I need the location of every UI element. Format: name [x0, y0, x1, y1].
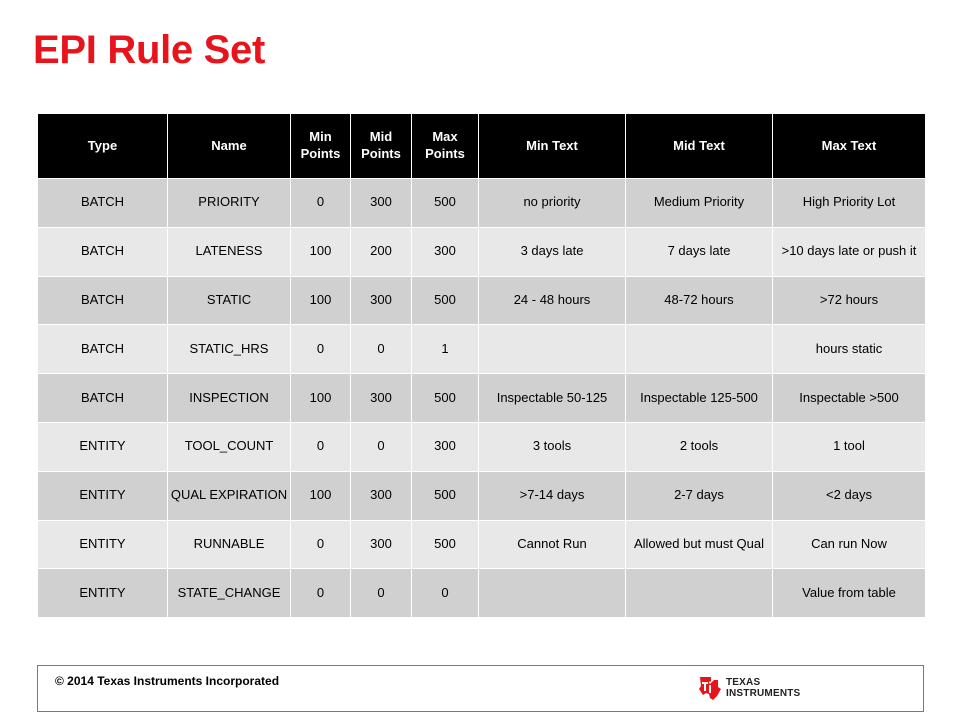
rule-set-table	[37, 113, 926, 618]
table-cell: ENTITY	[38, 569, 168, 618]
table-cell: 0	[291, 179, 351, 228]
table-cell: 100	[291, 276, 351, 325]
table-cell: Cannot Run	[479, 520, 626, 569]
column-header: Min Points	[291, 114, 351, 179]
table-cell: TOOL_COUNT	[168, 422, 291, 471]
slide-footer	[37, 665, 924, 712]
table-cell	[479, 325, 626, 374]
column-header: Mid Points	[351, 114, 412, 179]
table-cell	[626, 325, 773, 374]
table-row	[38, 520, 926, 569]
table-cell: LATENESS	[168, 227, 291, 276]
table-cell: Inspectable >500	[773, 374, 926, 423]
table-cell: BATCH	[38, 276, 168, 325]
table-cell: 300	[351, 471, 412, 520]
table-cell: 3 days late	[479, 227, 626, 276]
table-cell: 1 tool	[773, 422, 926, 471]
table-header-row	[38, 114, 926, 179]
column-header: Min Text	[479, 114, 626, 179]
table-cell: INSPECTION	[168, 374, 291, 423]
table-cell: 300	[351, 374, 412, 423]
table-cell: 0	[351, 325, 412, 374]
table-cell: 200	[351, 227, 412, 276]
table-cell: STATIC_HRS	[168, 325, 291, 374]
texas-instruments-logo	[696, 674, 800, 702]
table-cell: 2-7 days	[626, 471, 773, 520]
table-cell: RUNNABLE	[168, 520, 291, 569]
table-cell: Medium Priority	[626, 179, 773, 228]
table-cell: 300	[351, 520, 412, 569]
table-cell: STATIC	[168, 276, 291, 325]
table-cell: Inspectable 50-125	[479, 374, 626, 423]
table-row	[38, 276, 926, 325]
column-header: Type	[38, 114, 168, 179]
table-row	[38, 374, 926, 423]
table-cell: BATCH	[38, 179, 168, 228]
table-cell: 0	[291, 569, 351, 618]
slide-title: EPI Rule Set	[33, 28, 266, 72]
table-cell: 7 days late	[626, 227, 773, 276]
table-cell: ENTITY	[38, 471, 168, 520]
table-cell: High Priority Lot	[773, 179, 926, 228]
table-cell: 300	[412, 227, 479, 276]
column-header: Max Text	[773, 114, 926, 179]
table-cell: BATCH	[38, 227, 168, 276]
table-cell: <2 days	[773, 471, 926, 520]
table-cell: 0	[291, 422, 351, 471]
table-cell: >72 hours	[773, 276, 926, 325]
table-cell: BATCH	[38, 374, 168, 423]
table-cell: STATE_CHANGE	[168, 569, 291, 618]
table-cell: hours static	[773, 325, 926, 374]
table-cell: >7-14 days	[479, 471, 626, 520]
table-cell: 100	[291, 471, 351, 520]
table-row	[38, 569, 926, 618]
table-cell: BATCH	[38, 325, 168, 374]
table-row	[38, 179, 926, 228]
table-cell: 100	[291, 374, 351, 423]
table-cell: 0	[291, 520, 351, 569]
ti-logo-icon	[696, 674, 722, 702]
table-cell: 500	[412, 471, 479, 520]
table-cell: 2 tools	[626, 422, 773, 471]
table-cell	[626, 569, 773, 618]
table-cell: >10 days late or push it	[773, 227, 926, 276]
copyright-notice: © 2014 Texas Instruments Incorporated	[55, 674, 280, 688]
table-cell	[479, 569, 626, 618]
table-cell: 0	[412, 569, 479, 618]
table-cell: 0	[351, 569, 412, 618]
table-cell: Value from table	[773, 569, 926, 618]
table-cell: 1	[412, 325, 479, 374]
table-row	[38, 422, 926, 471]
table-cell: 500	[412, 520, 479, 569]
table-cell: ENTITY	[38, 422, 168, 471]
table-cell: 100	[291, 227, 351, 276]
table-row	[38, 325, 926, 374]
column-header: Mid Text	[626, 114, 773, 179]
table-cell: no priority	[479, 179, 626, 228]
ti-logo-line2: INSTRUMENTS	[726, 688, 801, 699]
column-header: Max Points	[412, 114, 479, 179]
ti-logo-line1: TEXAS	[726, 677, 761, 688]
table-cell: 300	[351, 276, 412, 325]
table-cell: 500	[412, 374, 479, 423]
column-header: Name	[168, 114, 291, 179]
table-cell: PRIORITY	[168, 179, 291, 228]
table-cell: 500	[412, 179, 479, 228]
table-cell: 500	[412, 276, 479, 325]
table-row	[38, 471, 926, 520]
table-cell: 24 - 48 hours	[479, 276, 626, 325]
table-cell: Allowed but must Qual	[626, 520, 773, 569]
table-cell: 300	[351, 179, 412, 228]
table-cell: 0	[291, 325, 351, 374]
table-cell: 300	[412, 422, 479, 471]
table-cell: Can run Now	[773, 520, 926, 569]
table-cell: 0	[351, 422, 412, 471]
table-cell: Inspectable 125-500	[626, 374, 773, 423]
table-row	[38, 227, 926, 276]
table-cell: 48-72 hours	[626, 276, 773, 325]
table-cell: QUAL EXPIRATION	[168, 471, 291, 520]
table-cell: 3 tools	[479, 422, 626, 471]
table-cell: ENTITY	[38, 520, 168, 569]
